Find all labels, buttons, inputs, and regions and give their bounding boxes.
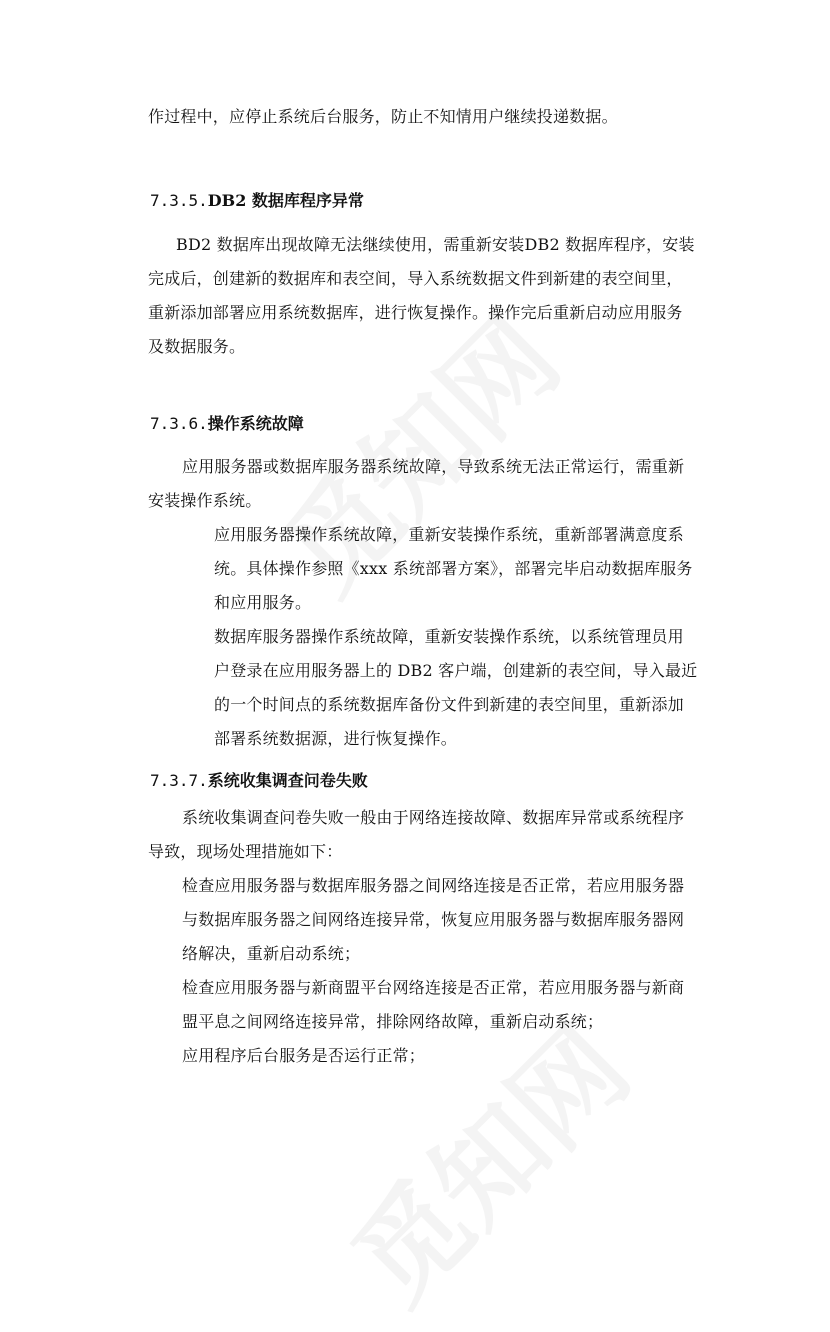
paragraph-line: 检查应用服务器与新商盟平台网络连接是否正常，若应用服务器与新商	[182, 978, 685, 997]
paragraph-line: 的一个时间点的系统数据库备份文件到新建的表空间里，重新添加	[214, 695, 684, 714]
paragraph-line: 重新添加部署应用系统数据库，进行恢复操作。操作完后重新启动应用服务	[148, 303, 683, 322]
section-title: 系统收集调查问卷失败	[207, 771, 368, 790]
section-title: 操作系统故障	[207, 414, 304, 433]
paragraph-line: 及数据服务。	[148, 337, 246, 356]
paragraph-line: 应用服务器操作系统故障，重新安装操作系统，重新部署满意度系	[214, 525, 684, 544]
paragraph-line: 完成后，创建新的数据库和表空间，导入系统数据文件到新建的表空间里，	[148, 269, 683, 288]
section-heading-7-3-6	[150, 413, 304, 435]
paragraph-line: 和应用服务。	[214, 593, 312, 612]
paragraph-line: 盟平息之间网络连接异常，排除网络故障，重新启动系统；	[182, 1012, 604, 1031]
paragraph-line: 应用程序后台服务是否运行正常；	[182, 1046, 426, 1065]
paragraph-line: 检查应用服务器与数据库服务器之间网络连接是否正常，若应用服务器	[182, 876, 685, 895]
watermark	[312, 986, 657, 1331]
paragraph-line: 统。具体操作参照《xxx 系统部署方案》，部署完毕启动数据库服务	[214, 559, 693, 578]
paragraph-line: 作过程中，应停止系统后台服务，防止不知情用户继续投递数据。	[148, 107, 618, 126]
section-number: 7.3.7.	[150, 771, 208, 790]
paragraph-line: 数据库服务器操作系统故障，重新安装操作系统，以系统管理员用	[214, 627, 684, 646]
paragraph-line: 络解决，重新启动系统；	[182, 944, 361, 963]
section-number: 7.3.6.	[150, 414, 208, 433]
paragraph-line: 与数据库服务器之间网络连接异常，恢复应用服务器与数据库服务器网	[182, 910, 685, 929]
section-title: DB2 数据库程序异常	[207, 191, 364, 210]
paragraph-line: 导致，现场处理措施如下：	[148, 842, 343, 861]
paragraph-line: 安装操作系统。	[148, 491, 262, 510]
paragraph-line: 应用服务器或数据库服务器系统故障，导致系统无法正常运行，需重新	[182, 457, 685, 476]
paragraph-line: 户登录在应用服务器上的 DB2 客户端，创建新的表空间，导入最近	[214, 661, 698, 680]
section-number: 7.3.5.	[150, 191, 208, 210]
paragraph-line: 部署系统数据源，进行恢复操作。	[214, 729, 458, 748]
section-heading-7-3-5	[150, 190, 364, 212]
paragraph-line: BD2 数据库出现故障无法继续使用，需重新安装DB2 数据库程序，安装	[176, 235, 695, 254]
section-heading-7-3-7	[150, 770, 368, 792]
paragraph-line: 系统收集调查问卷失败一般由于网络连接故障、数据库异常或系统程序	[182, 808, 685, 827]
